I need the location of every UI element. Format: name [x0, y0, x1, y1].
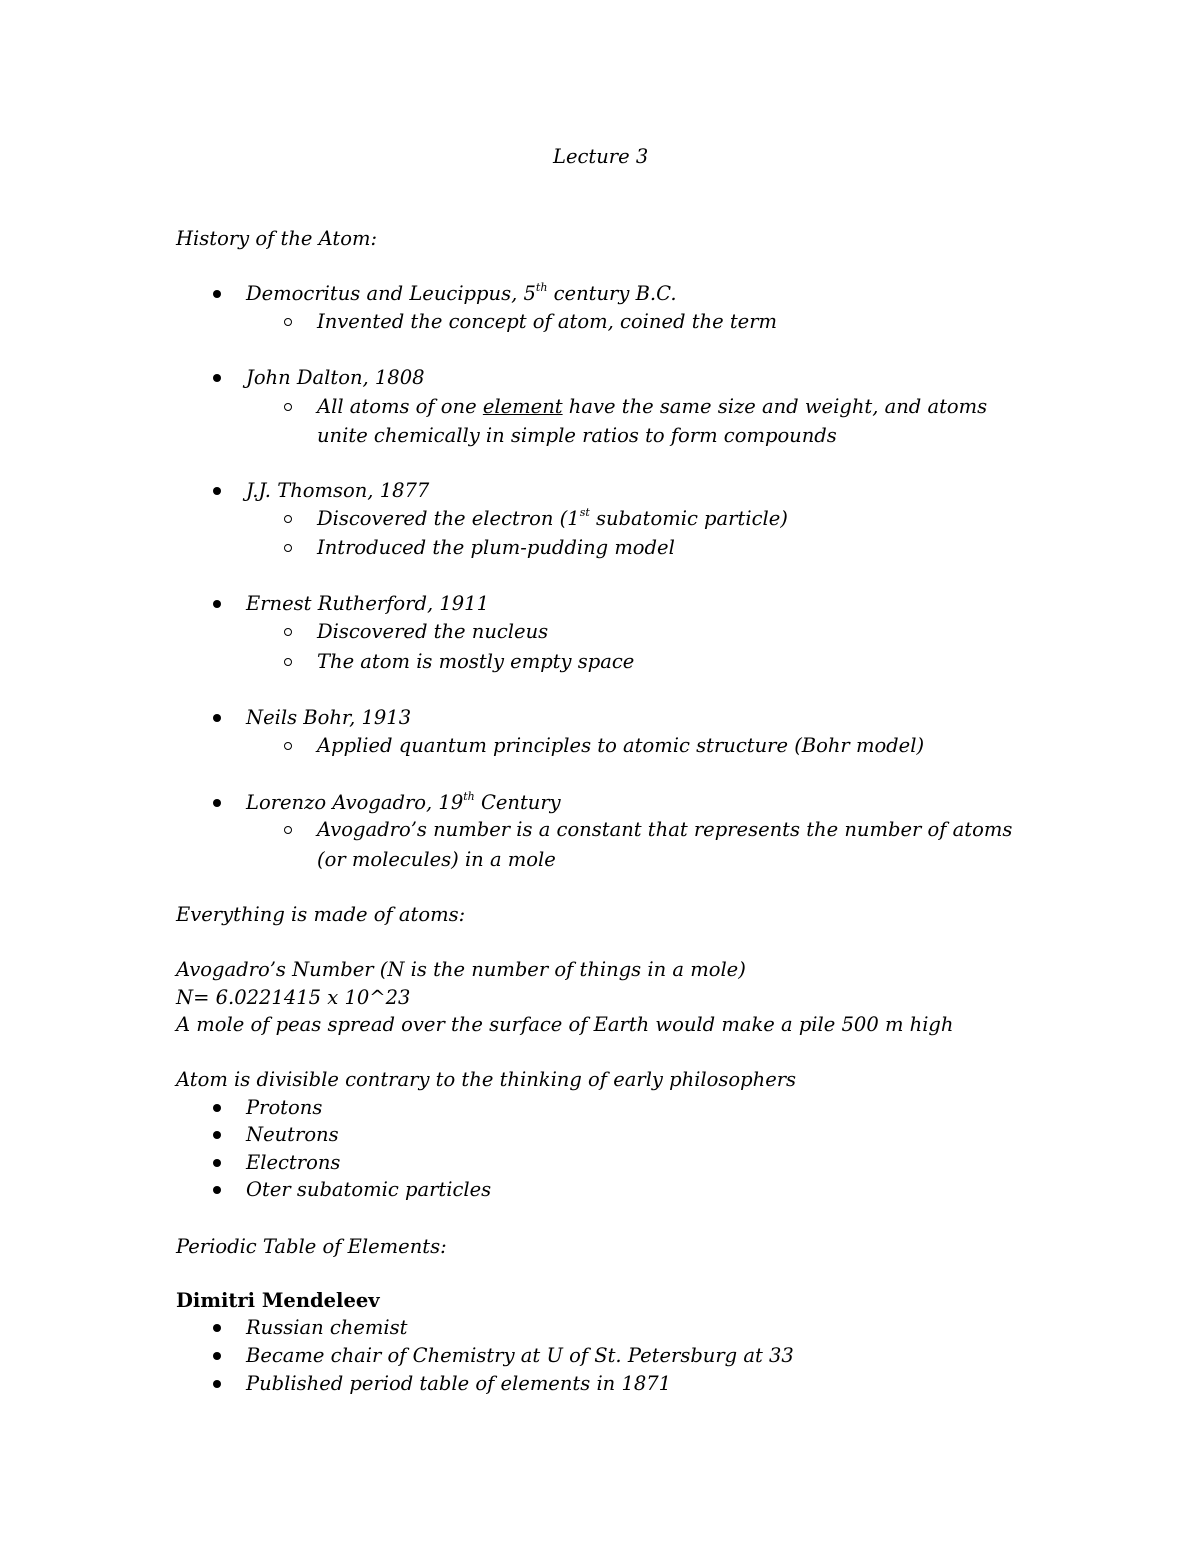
sub-bullet-icon — [284, 826, 292, 834]
bullet-icon — [213, 1324, 221, 1332]
history-heading: History of the Atom: — [176, 227, 378, 250]
entry-avogadro: Lorenzo Avogadro, 19th Century — [246, 790, 561, 814]
sub-bullet-icon — [284, 628, 292, 636]
sub-bullet-icon — [284, 658, 292, 666]
bullet-icon — [213, 600, 221, 608]
entry-rutherford-sub-2: The atom is mostly empty space — [317, 650, 635, 673]
avogadro-number-line: Avogadro’s Number (N is the number of things in a mole) — [176, 958, 746, 981]
list-item: Became chair of Chemistry at U of St. Petersburg at 33 — [246, 1344, 794, 1367]
entry-avogadro-sub-cont: (or molecules) in a mole — [317, 848, 556, 871]
divisible-heading: Atom is divisible contrary to the thinking of early philosophers — [176, 1068, 797, 1091]
bullet-icon — [213, 290, 221, 298]
entry-bohr: Neils Bohr, 1913 — [246, 706, 412, 729]
bullet-icon — [213, 1186, 221, 1194]
entry-bohr-sub: Applied quantum principles to atomic structure (Bohr model) — [317, 734, 925, 757]
bullet-icon — [213, 374, 221, 382]
bullet-icon — [213, 799, 221, 807]
entry-democritus: Democritus and Leucippus, 5th century B.C. — [246, 281, 677, 305]
list-item: Neutrons — [246, 1123, 339, 1146]
entry-thomson-sub-2: Introduced the plum-pudding model — [317, 536, 675, 559]
sub-bullet-icon — [284, 318, 292, 326]
bullet-icon — [213, 487, 221, 495]
entry-dalton-sub: All atoms of one element have the same size and weight, and atoms — [317, 395, 988, 418]
list-item: Protons — [246, 1096, 323, 1119]
bullet-icon — [213, 714, 221, 722]
list-item: Published period table of elements in 1871 — [246, 1372, 672, 1395]
mole-peas-line: A mole of peas spread over the surface of Earth would make a pile 500 m high — [176, 1013, 954, 1036]
entry-democritus-sub: Invented the concept of atom, coined the term — [317, 310, 778, 333]
bullet-icon — [213, 1104, 221, 1112]
bullet-icon — [213, 1131, 221, 1139]
sub-bullet-icon — [284, 742, 292, 750]
everything-heading: Everything is made of atoms: — [176, 903, 466, 926]
sub-bullet-icon — [284, 403, 292, 411]
bullet-icon — [213, 1380, 221, 1388]
bullet-icon — [213, 1159, 221, 1167]
avogadro-value-line: N= 6.0221415 x 10^23 — [176, 986, 411, 1009]
list-item: Russian chemist — [246, 1316, 408, 1339]
entry-dalton-sub-cont: unite chemically in simple ratios to form compounds — [317, 424, 837, 447]
entry-avogadro-sub: Avogadro’s number is a constant that represents the number of atoms — [317, 818, 1013, 841]
entry-thomson: J.J. Thomson, 1877 — [246, 479, 430, 502]
bullet-icon — [213, 1352, 221, 1360]
page-title: Lecture 3 — [553, 145, 649, 168]
entry-rutherford: Ernest Rutherford, 1911 — [246, 592, 489, 615]
entry-dalton: John Dalton, 1808 — [246, 366, 425, 389]
list-item: Electrons — [246, 1151, 341, 1174]
sub-bullet-icon — [284, 515, 292, 523]
sub-bullet-icon — [284, 544, 292, 552]
mendeleev-heading: Dimitri Mendeleev — [176, 1289, 380, 1312]
entry-rutherford-sub-1: Discovered the nucleus — [317, 620, 549, 643]
periodic-heading: Periodic Table of Elements: — [176, 1235, 447, 1258]
entry-thomson-sub-1: Discovered the electron (1st subatomic particle) — [317, 506, 788, 530]
list-item: Oter subatomic particles — [246, 1178, 492, 1201]
